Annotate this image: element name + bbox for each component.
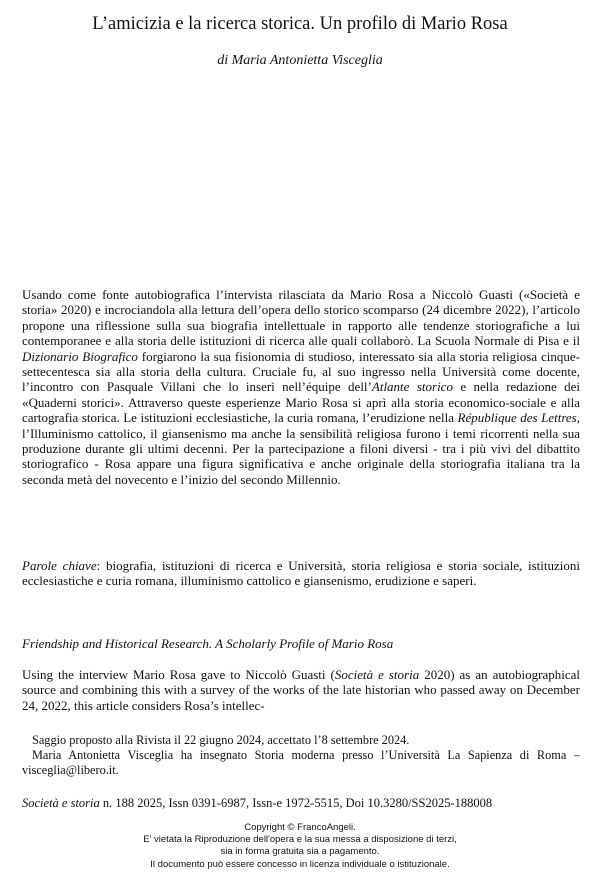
abstract-text-1: Usando come fonte autobiografica l’intervista rilasciata da Mario Rosa a Niccolò Guasti («Società e storia» 2020) e incrociandola alla lettura dell’opera dello storico scomparso (24 dicembre 2022), l’articolo propone una riflessione sulla sua biografia intellettuale in rapporto alle tendenze storiografiche a lui contemporanee e alla storia delle istituzioni di ricerca alle quali collaborò. La Scuola Normale di Pisa e il — [22, 287, 580, 349]
abstract-italic-3: République des Lettres — [457, 410, 577, 426]
abstract-text-4: , l’Illuminismo cattolico, il giansenismo ma anche la sensibilità religiosa furono i temi ricorrenti nella sua produzione durante gli ultimi decenni. Per la partecipazione a filoni diversi - tra i più vivi del dibattito storiografico - Rosa appare una figura significativa e anche originale della storiografia italiana tra la seconda metà del novecento e l’inizio del secondo Millennio. — [22, 410, 580, 487]
keywords-text: : biografia, istituzioni di ricerca e Università, storia religiosa e storia sociale, istituzioni ecclesiastiche e curia romana, illuminismo cattolico e giansenismo, erudizione e saperi. — [22, 558, 580, 589]
copyright-line: Copyright © FrancoAngeli. — [244, 822, 356, 833]
abstract-text-2: forgiarono la sua fisionomia di studioso, interessato sia alla storia religiosa cinque-settecentesca sia alla storia della cultura. Cruciale fu, al suo ingresso nella Università come docente, l’incontro con Pasquale Villani che lo inserì nell’équipe dell’ — [22, 348, 581, 395]
journal-details: n. 188 2025, Issn 0391-6987, Issn-e 1972-5515, Doi 10.3280/SS2025-188008 — [99, 796, 493, 810]
copyright-notice — [0, 822, 600, 871]
author-note: Maria Antonietta Visceglia ha insegnato Storia moderna presso l’Università La Sapienza di Roma – visceglia@libero.it. — [22, 748, 580, 777]
author-byline: di Maria Antonietta Visceglia — [217, 53, 383, 68]
english-title: Friendship and Historical Research. A Scholarly Profile of Mario Rosa — [22, 636, 394, 651]
journal-name: Società e storia — [22, 796, 100, 810]
copyright-line: sia in forma gratuita sia a pagamento. — [220, 846, 380, 858]
copyright-line: E' vietata la Riproduzione dell'opera e la sua messa a disposizione di terzi, — [143, 834, 457, 846]
english-abstract — [22, 667, 580, 713]
abstract-italic-2: Atlante storico — [371, 379, 453, 395]
keywords-paragraph — [22, 558, 580, 589]
english-text-1: Using the interview Mario Rosa gave to Niccolò Guasti ( — [22, 667, 335, 682]
submission-note: Saggio proposto alla Rivista il 22 giugno 2024, accettato l’8 settembre 2024. — [32, 733, 410, 747]
journal-citation — [22, 796, 492, 811]
article-title: L’amicizia e la ricerca storica. Un profilo di Mario Rosa — [92, 14, 508, 34]
keywords-label: Parole chiave — [22, 558, 97, 573]
italian-abstract — [22, 287, 580, 487]
english-italic-1: Società e storia — [334, 667, 420, 682]
english-text-2: 2020) as an autobiographical source and combining this with a survey of the works of the late historian who passed away on December 24, 2022, this article considers Rosa’s intellec- — [22, 667, 580, 713]
abstract-italic-1: Dizionario Biografico — [22, 348, 138, 364]
abstract-text-3: e nella redazione dei «Quaderni storici». Attraverso queste esperienze Mario Rosa si aprì alla storia economico-sociale e alla cartografia storica. Le istituzioni ecclesiastiche, la curia romana, l’erudizione nella — [22, 379, 580, 426]
copyright-line: Il documento può essere concesso in licenza individuale o istituzionale. — [150, 858, 450, 870]
